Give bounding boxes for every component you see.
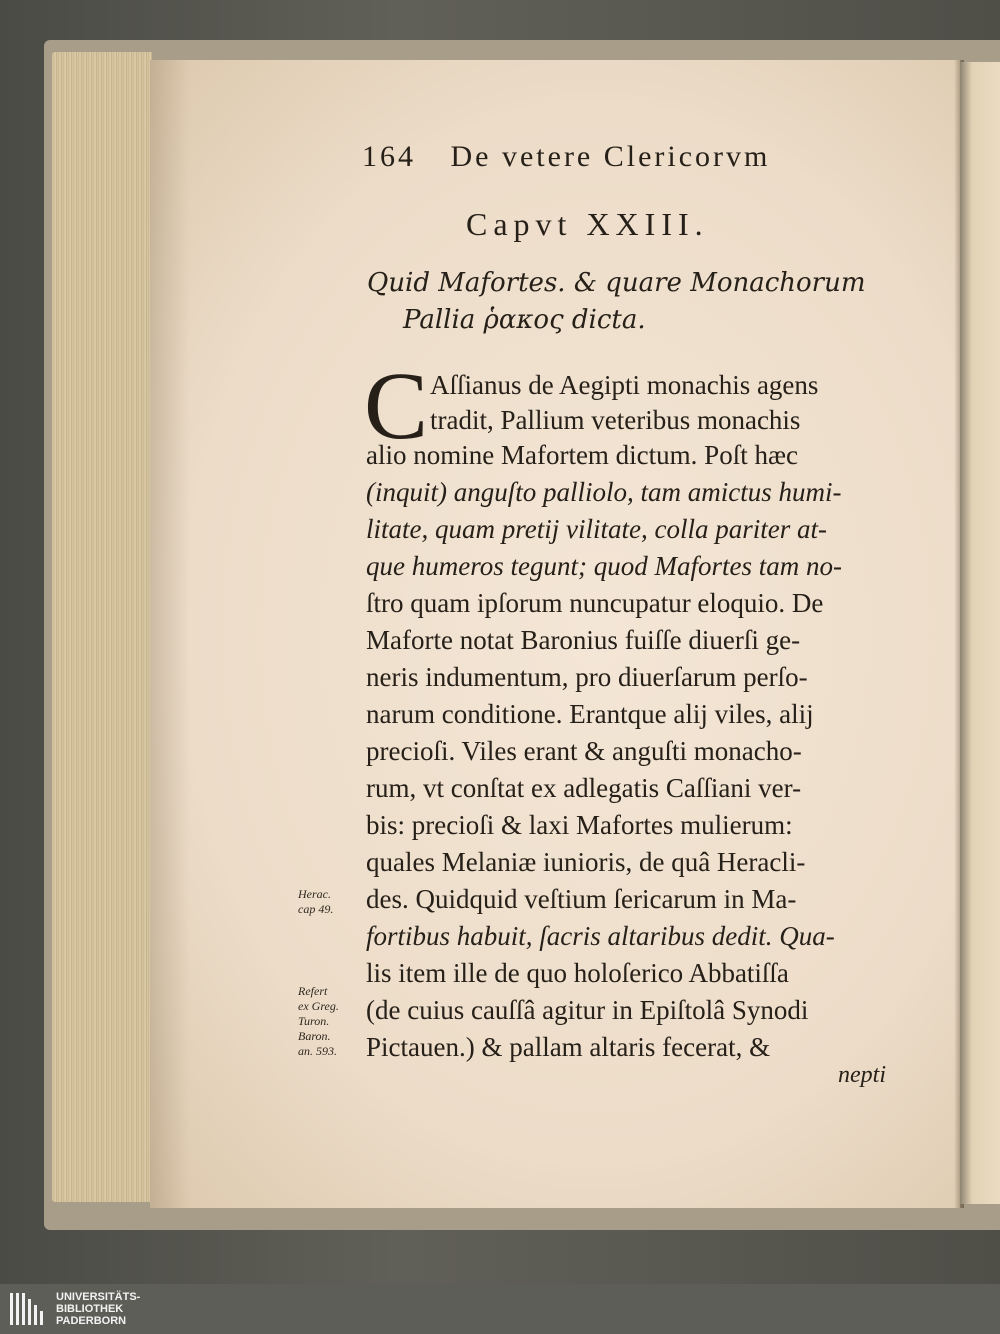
body-line: precioſi. Viles erant & anguſti monacho- (366, 736, 802, 766)
facing-page-edge (960, 62, 1000, 1204)
body-line: narum conditione. Erantque alij viles, alij (366, 699, 814, 729)
library-name: UNIVERSITÄTS- BIBLIOTHEK PADERBORN (56, 1291, 141, 1327)
body-line: fortibus habuit, ſacris altaribus dedit. Qua- (366, 921, 835, 951)
running-header (362, 140, 770, 174)
body-line: des. Quidquid veſtium ſericarum in Ma- (366, 884, 797, 914)
body-line: litate, quam pretij vilitate, colla pariter at- (366, 514, 827, 544)
body-line: (de cuius cauſſâ agitur in Epiſtolâ Synodi (366, 995, 809, 1025)
chapter-subtitle-line-2: Pallia ῥακος dicta. (403, 305, 646, 335)
body-line: tradit, Pallium veteribus monachis (430, 405, 801, 435)
page-edges (52, 52, 152, 1202)
chapter-heading: Capvt XXIII. (466, 206, 709, 242)
body-line: Pictauen.) & pallam altaris fecerat, & (366, 1032, 771, 1062)
body-line: bis: precioſi & laxi Mafortes mulierum: (366, 810, 793, 840)
page-number: 164 (362, 140, 416, 173)
running-title: De vetere Clericorvm (450, 140, 771, 173)
body-line: (inquit) anguſto palliolo, tam amictus humi- (366, 477, 842, 507)
body-line: quales Melaniæ iunioris, de quâ Heracli- (366, 847, 806, 877)
chapter-subtitle-line-1: Quid Mafortes. & quare Monachorum (367, 268, 866, 298)
page-shadow (150, 60, 190, 1208)
body-line: Maforte notat Baronius fuiſſe diuerſi ge- (366, 625, 801, 655)
drop-cap: C (364, 352, 429, 459)
footer-bar (0, 1284, 1000, 1334)
body-line: que humeros tegunt; quod Mafortes tam no- (366, 551, 842, 581)
body-line: ſtro quam ipſorum nuncupatur eloquio. De (366, 588, 824, 618)
catchword: nepti (838, 1062, 886, 1088)
margin-note: Herac. cap 49. (298, 887, 334, 916)
body-line: lis item ille de quo holoſerico Abbatiſſa (366, 958, 789, 988)
body-line: Aſſianus de Aegipti monachis agens (430, 370, 819, 400)
body-line: rum, vt conſtat ex adlegatis Caſſiani ver- (366, 773, 802, 803)
body-line: neris indumentum, pro diuerſarum perſo- (366, 662, 808, 692)
library-logo-icon (8, 1291, 46, 1327)
margin-note: Refert ex Greg. Turon. Baron. an. 593. (298, 984, 339, 1058)
body-line: alio nomine Mafortem dictum. Poſt hæc (366, 440, 798, 470)
